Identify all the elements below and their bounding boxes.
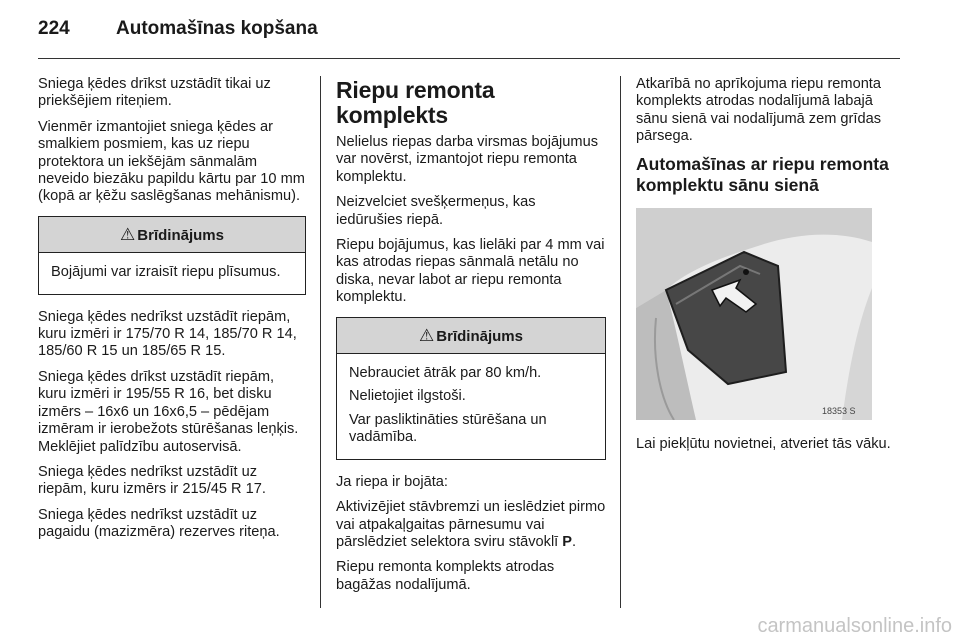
- page-number: 224: [38, 18, 70, 39]
- warning-header: [337, 318, 605, 354]
- trunk-sidewall-photo: [636, 208, 872, 420]
- paragraph: Sniega ķēdes nedrīkst uzstādīt riepām, kuru izmēri ir 175/70 R 14, 185/70 R 14, 185/60 R 15 un 185/65 R 15.: [38, 308, 297, 360]
- paragraph: Aktivizējiet stāvbremzi un ieslēdziet pirmo vai atpakaļgaitas pārnesumu vai pārslēdziet selektora sviru stāvoklī P.: [336, 499, 606, 550]
- warning-header: [39, 217, 305, 253]
- column-divider-2: [620, 76, 621, 608]
- paragraph: Riepu bojājumus, kas lielāki par 4 mm vai kas atrodas riepas sānmalā netālu no diska, nevar labot ar riepu remonta komplektu.: [336, 237, 605, 306]
- warning-body: [39, 253, 305, 293]
- paragraph: Riepu remonta komplekts atrodas bagāžas nodalījumā.: [336, 559, 555, 593]
- watermark: carmanualsonline.info: [757, 615, 952, 637]
- warning-item: Var pasliktināties stūrēšana un vadāmība.: [349, 411, 547, 446]
- paragraph: Atkarībā no aprīkojuma riepu remonta komplekts atrodas nodalījumā labajā sānu sienā vai nodalījumā zem grīdas pārsega.: [636, 76, 881, 145]
- paragraph: Ja riepa ir bojāta:: [336, 473, 448, 490]
- paragraph: Neizvelciet svešķermeņus, kas iedūrušies riepā.: [336, 194, 536, 228]
- gear-position-p: P: [562, 533, 573, 550]
- warning-body: [337, 354, 605, 459]
- paragraph: Sniega ķēdes drīkst uzstādīt riepām, kuru izmēri ir 195/55 R 16, bet disku izmērs – 16x6 un 16x6,5 – pēdējam izmēram ir ierobežots stūrēšanas leņķis. Meklējiet palīdzību autoservisā.: [38, 368, 299, 455]
- warning-text: Bojājumi var izraisīt riepu plīsumus.: [51, 264, 281, 281]
- column-3: [636, 76, 906, 461]
- paragraph: Sniega ķēdes drīkst uzstādīt tikai uz priekšējiem riteņiem.: [38, 76, 271, 110]
- warning-icon: ⚠: [419, 325, 435, 345]
- paragraph: Vienmēr izmantojiet sniega ķēdes ar smalkiem posmiem, kas uz riepu protektora un iekšējām sānmalām neveido biezāku papildu kārtu par 10 mm (kopā ar ķēžu saslēgšanas mehānismu).: [38, 118, 305, 205]
- warning-item: Nelietojiet ilgstoši.: [349, 388, 466, 405]
- warning-title: Brīdinājums: [137, 226, 224, 244]
- warning-title: Brīdinājums: [436, 327, 523, 345]
- paragraph: Nelielus riepas darba virsmas bojājumus var novērst, izmantojot riepu remonta komplektu.: [336, 134, 598, 185]
- column-2: [336, 76, 606, 602]
- warning-box: [38, 216, 306, 295]
- paragraph: Sniega ķēdes nedrīkst uzstādīt uz riepām, kuru izmērs ir 215/45 R 17.: [38, 463, 266, 498]
- page-header: [38, 18, 318, 40]
- image-code: 18353 S: [822, 405, 856, 416]
- warning-box: [336, 317, 606, 460]
- header-divider: [38, 58, 900, 59]
- subsection-heading: Automašīnas ar riepu remonta komplektu sānu sienā: [636, 153, 889, 195]
- warning-item: Nebrauciet ātrāk par 80 km/h.: [349, 365, 542, 382]
- paragraph: Sniega ķēdes nedrīkst uzstādīt uz pagaidu (mazizmēra) rezerves riteņa.: [38, 506, 280, 541]
- paragraph: Lai piekļūtu novietnei, atveriet tās vāku.: [636, 435, 891, 452]
- column-1: [38, 76, 306, 550]
- warning-icon: ⚠: [120, 224, 136, 244]
- section-heading: Riepu remonta komplekts: [336, 77, 495, 128]
- page-title: Automašīnas kopšana: [116, 18, 318, 39]
- column-divider-1: [320, 76, 321, 608]
